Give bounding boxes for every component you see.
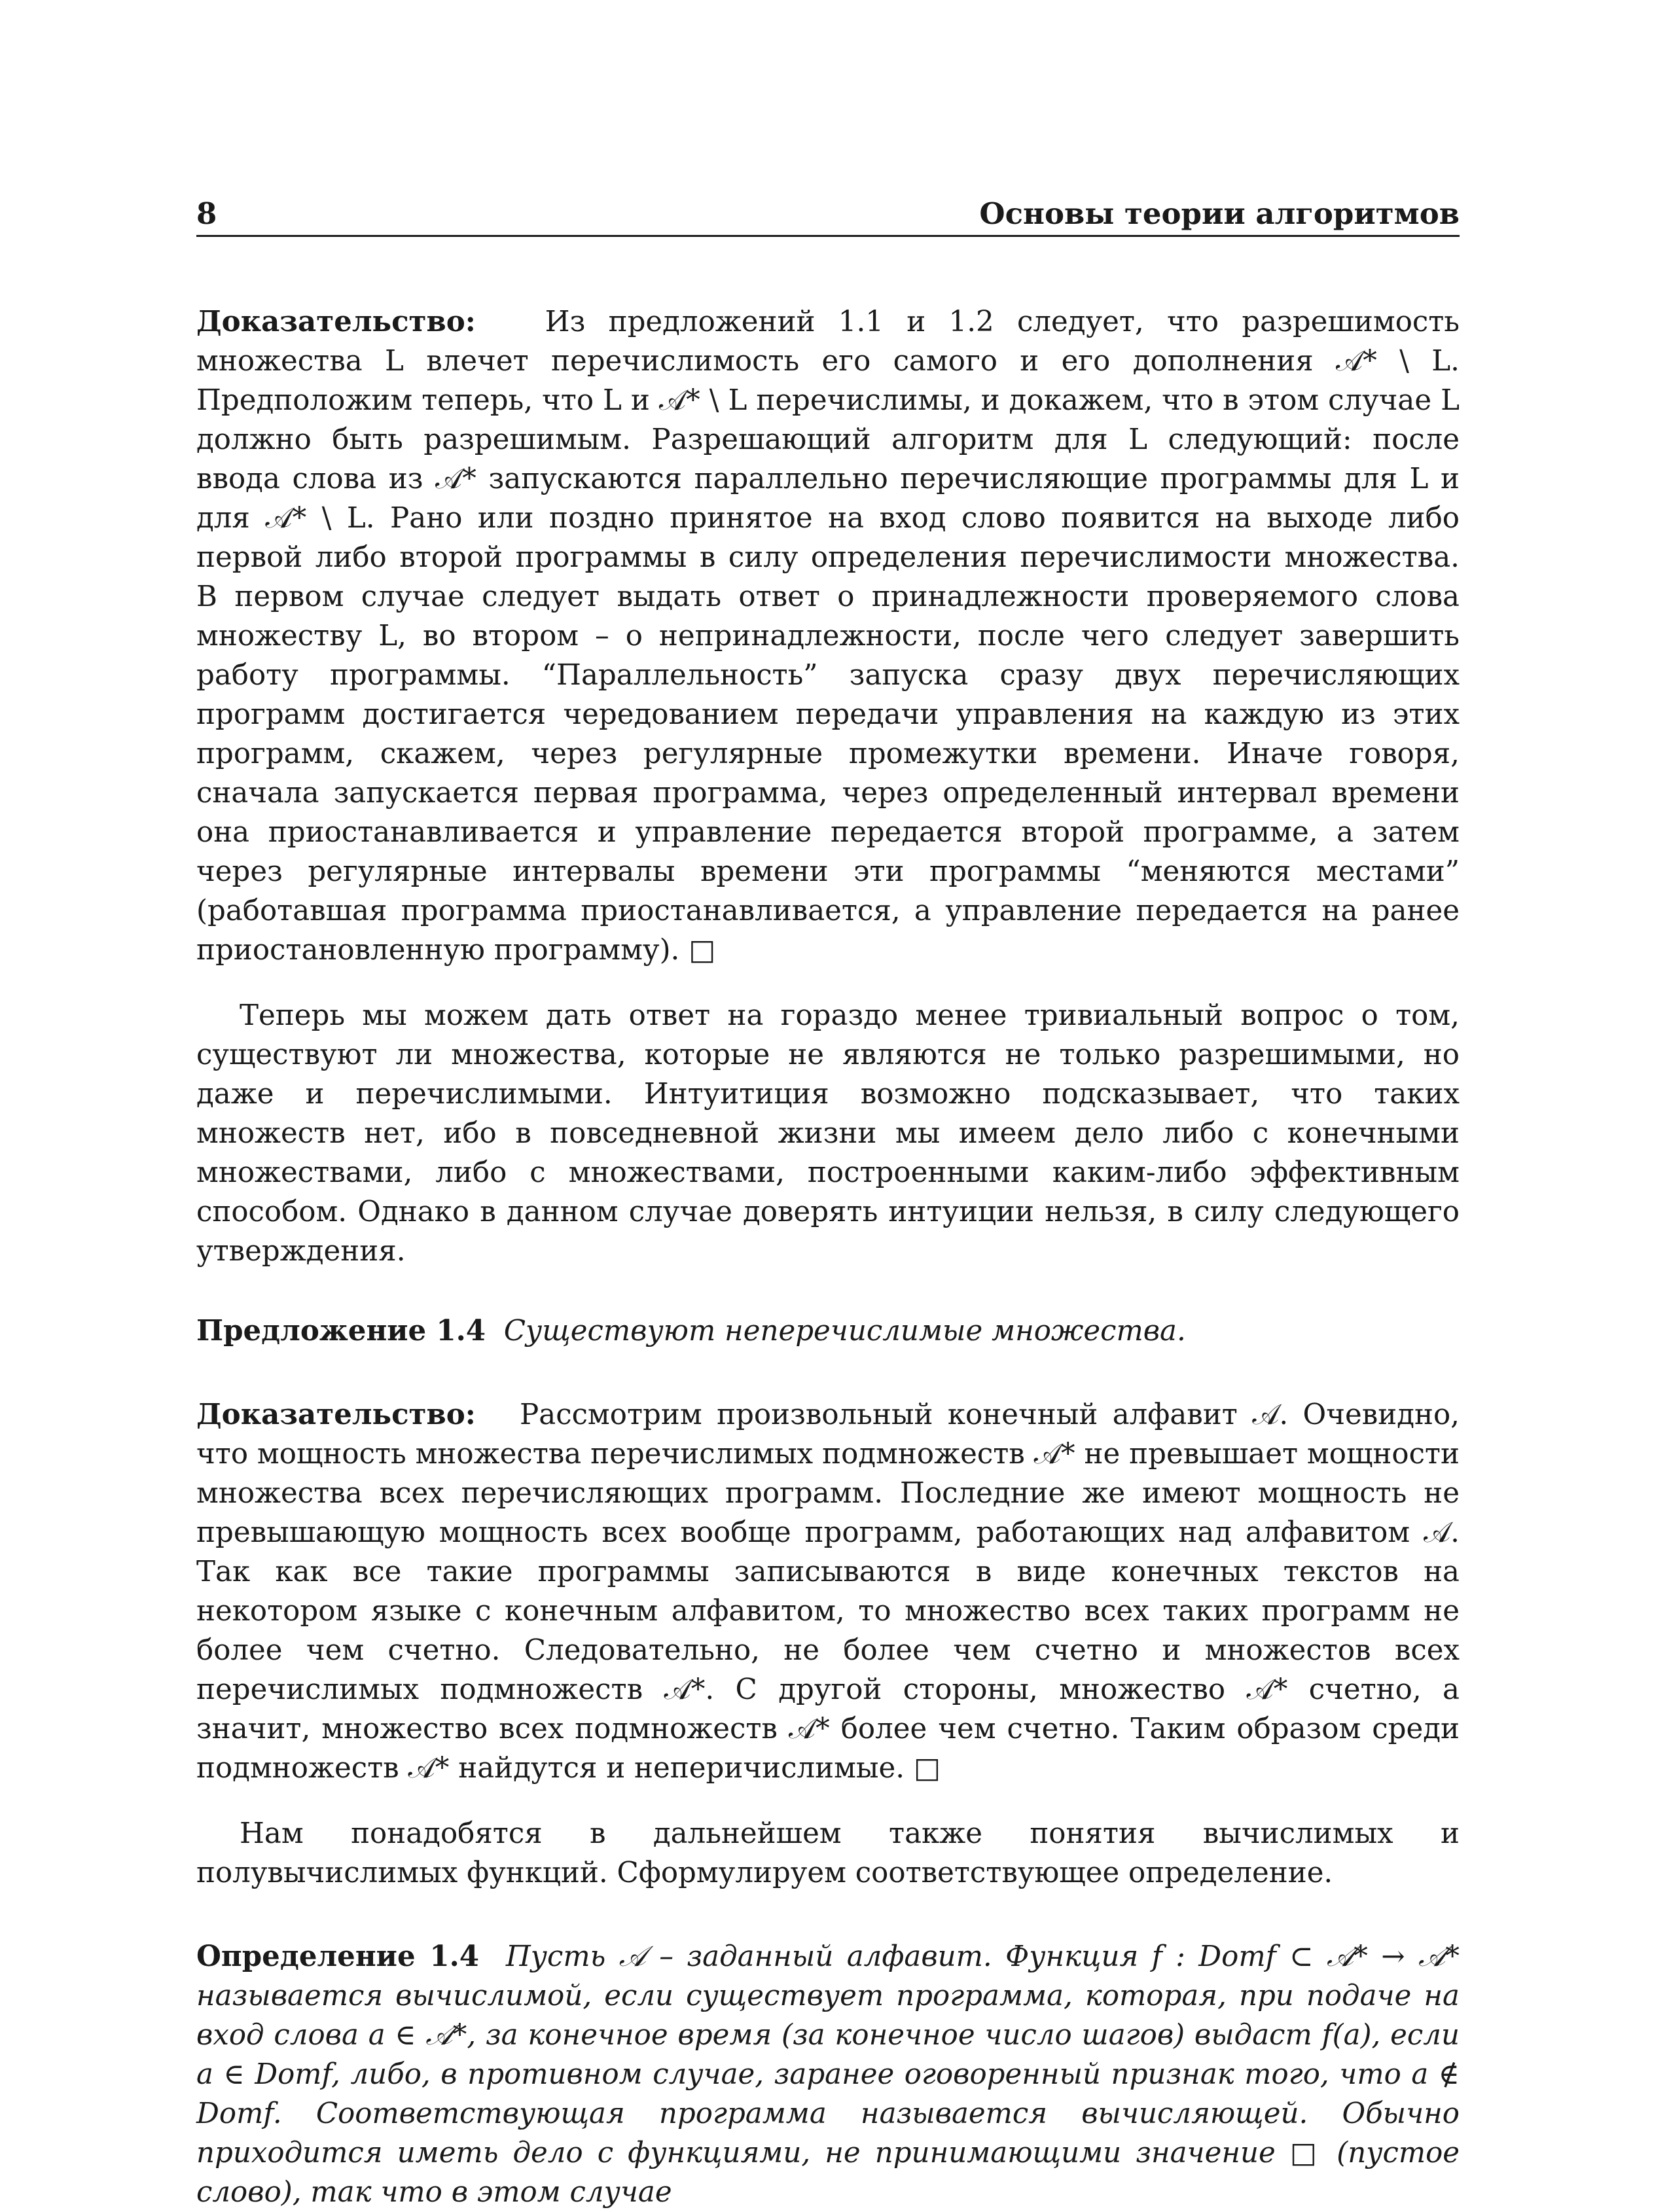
proof-1-text: Из предложений 1.1 и 1.2 следует, что разрешимость множества L влечет перечислимость его самого и его дополнения 𝒜* \ L. Предположим теперь, что L и 𝒜* \ L перечислимы, и докажем, что в этом случае L должно быть разрешимым. Разрешающий алгоритм для L следующий: после ввода слова из 𝒜* запускаются параллельно перечисляющие программы для L и для 𝒜* \ L. Рано или поздно принятое на вход слово появится на выходе либо первой либо второй программы в силу определения перечислимости множества. В первом случае следует выдать ответ о принадлежности проверяемого слова множеству L, во втором – о непринадлежности, после чего следует завершить работу программы. “Параллельность” запуска сразу двух перечисляющих программ достигается чередованием передачи управления на каждую из этих программ, скажем, через регулярные промежутки времени. Иначе говоря, сначала запускается первая программа, через определенный интервал времени она приостанавливается и управление передается второй программе, а затем через регулярные интервалы времени эти программы “меняются местами” (работавшая программа приостанавливается, а управление передается на ранее приостановленную программу). □ xyxy=(196,306,1460,967)
proof-1 xyxy=(196,302,1460,970)
page-body xyxy=(196,302,1460,2212)
paragraph-1: Теперь мы можем дать ответ на гораздо менее тривиальный вопрос о том, существуют ли множества, которые не являются не только разрешимыми, но даже и перечислимыми. Интуитиция возможно подсказывает, что таких множеств нет, ибо в повседневной жизни мы имеем дело либо с конечными множествами, либо с множествами, построенными каким-либо эффективным способом. Однако в данном случае доверять интуиции нельзя, в силу следующего утверждения. xyxy=(196,999,1460,1268)
page-number: 8 xyxy=(196,196,217,231)
proposition-label: Предложение 1.4 xyxy=(196,1314,486,1347)
definition-text: Пусть 𝒜 – заданный алфавит. Функция f : Domf ⊂ 𝒜* → 𝒜* называется вычислимой, если существует программа, которая, при подаче на вход слова a ∈ 𝒜*, за конечное время (за конечное число шагов) выдаст f(a), если a ∈ Domf, либо, в противном случае, заранее оговоренный признак того, что a ∉ Domf. Соответствующая программа называется вычисляющей. Обычно приходится иметь дело с функциями, не принимающими значение □ (пустое слово), так что в этом случае xyxy=(196,1940,1460,2209)
definition-label: Определение 1.4 xyxy=(196,1940,480,1973)
proof-1-label: Доказательство: xyxy=(196,305,476,338)
definition-1-4 xyxy=(196,1937,1460,2212)
proposition-1-4 xyxy=(196,1311,1460,1351)
running-title: Основы теории алгоритмов xyxy=(979,196,1460,231)
paragraph-2: Нам понадобятся в дальнейшем также понятия вычислимых и полувычислимых функций. Сформулируем соответствующее определение. xyxy=(196,1817,1460,1889)
proof-2 xyxy=(196,1395,1460,1788)
proposition-text: Существуют неперечислимые множества. xyxy=(503,1315,1186,1347)
proof-2-label: Доказательство: xyxy=(196,1398,476,1431)
running-header xyxy=(196,194,1460,237)
proof-2-text: Рассмотрим произвольный конечный алфавит 𝒜. Очевидно, что мощность множества перечислимых подмножеств 𝒜* не превышает мощности множества всех перечисляющих программ. Последние же имеют мощность не превышающую мощность всех вообще программ, работающих над алфавитом 𝒜. Так как все такие программы записываются в виде конечных текстов на некотором языке с конечным алфавитом, то множество всех таких программ не более чем счетно. Следовательно, не более чем счетно и множестов всех перечислимых подмножеств 𝒜*. С другой стороны, множество 𝒜* счетно, а значит, множество всех подмножеств 𝒜* более чем счетно. Таким образом среди подмножеств 𝒜* найдутся и неперичислимые. □ xyxy=(196,1399,1460,1785)
